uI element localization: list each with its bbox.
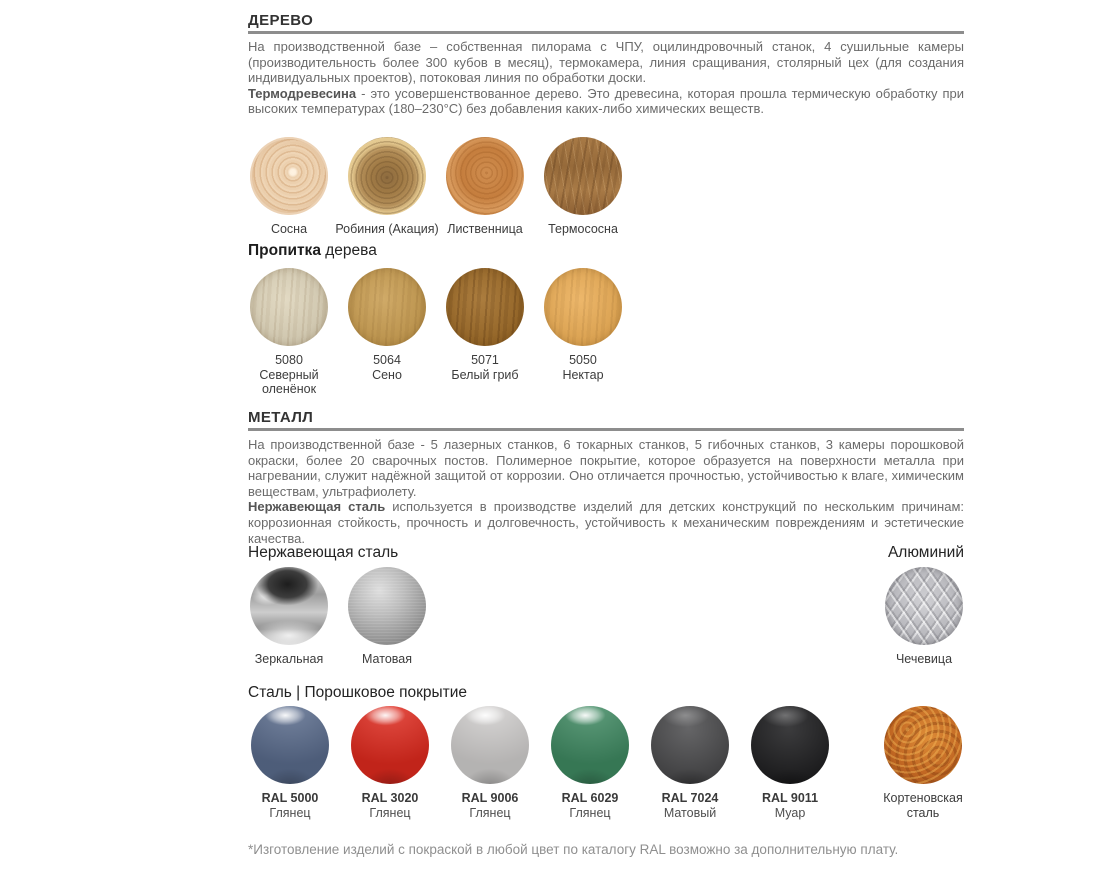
swatch-ral-7024 — [640, 706, 740, 820]
swatch-ral-5000 — [240, 706, 340, 820]
stainless-paragraph — [248, 499, 964, 546]
matte-steel-label: Матовая — [362, 652, 412, 666]
swatch-thermopine — [534, 137, 632, 237]
thermopine-swatch-label: Термососна — [548, 222, 618, 236]
swatch-5050 — [534, 268, 632, 397]
ral-3020-swatch-image — [351, 706, 429, 784]
swatch-5080 — [240, 268, 338, 397]
larch-swatch-image — [446, 137, 524, 215]
stain-5071-swatch-image — [446, 268, 524, 346]
powder-coating-title: Сталь | Порошковое покрытие — [248, 684, 468, 701]
ral-9006-swatch-image — [451, 706, 529, 784]
ral-9011-label: RAL 9011 Муар — [761, 791, 819, 820]
robinia-swatch-label: Робиния (Акация) — [335, 222, 439, 236]
wood-section-divider — [248, 31, 964, 34]
impregnation-title-bold: Пропитка — [248, 242, 321, 259]
stainless-finishes-row — [240, 567, 436, 667]
stain-5064-label: 5064 Сено — [372, 353, 402, 382]
matte-steel-swatch-image — [348, 567, 426, 645]
metal-subsection-titles — [248, 544, 964, 562]
impregnation-title — [248, 242, 377, 260]
swatch-matte-steel — [338, 567, 436, 667]
stainless-steel-title: Нержавеющая сталь — [248, 544, 399, 561]
mirror-steel-label: Зеркальная — [254, 652, 324, 666]
pine-swatch-label: Сосна — [270, 222, 308, 236]
metal-section-title: МЕТАЛЛ — [248, 409, 314, 426]
swatch-pine — [240, 137, 338, 237]
swatch-ral-3020 — [340, 706, 440, 820]
ral-6029-label: RAL 6029 Глянец — [561, 791, 619, 820]
swatch-ral-6029 — [540, 706, 640, 820]
thermowood-term: Термодревесина — [248, 85, 357, 101]
aluminum-lentil-label: Чечевица — [895, 652, 953, 666]
swatch-robinia — [335, 137, 439, 237]
stain-5080-swatch-image — [250, 268, 328, 346]
swatch-larch — [436, 137, 534, 237]
thermowood-paragraph — [248, 86, 964, 117]
thermopine-swatch-image — [544, 137, 622, 215]
impregnation-row — [240, 268, 632, 397]
ral-6029-swatch-image — [551, 706, 629, 784]
ral-3020-label: RAL 3020 Глянец — [361, 791, 419, 820]
ral-9006-label: RAL 9006 Глянец — [461, 791, 519, 820]
metal-section-divider — [248, 428, 964, 431]
swatch-5071 — [436, 268, 534, 397]
stain-5080-label: 5080 Северный оленёнок — [259, 353, 319, 396]
robinia-swatch-image — [348, 137, 426, 215]
larch-swatch-label: Лиственница — [447, 222, 523, 236]
stain-5050-swatch-image — [544, 268, 622, 346]
ral-7024-swatch-image — [651, 706, 729, 784]
ral-5000-swatch-image — [251, 706, 329, 784]
powder-colors-row — [240, 706, 840, 820]
wood-species-row — [240, 137, 632, 237]
ral-9011-swatch-image — [751, 706, 829, 784]
mirror-steel-swatch-image — [250, 567, 328, 645]
aluminum-title: Алюминий — [887, 544, 964, 561]
ral-7024-label: RAL 7024 Матовый — [661, 791, 719, 820]
wood-section-title: ДЕРЕВО — [248, 12, 314, 29]
stainless-term: Нержавеющая сталь — [248, 499, 386, 515]
swatch-ral-9006 — [440, 706, 540, 820]
aluminum-lentil-swatch-image — [885, 567, 963, 645]
swatch-aluminum-lentil — [874, 567, 974, 667]
swatch-ral-9011 — [740, 706, 840, 820]
impregnation-title-rest: дерева — [320, 242, 377, 259]
swatch-5064 — [338, 268, 436, 397]
stainless-text: используется в производстве изделий для детских конструкций по нескольким причинам: коррозионная стойкость, прочность и долговечность, устойчивость к механическим повреждениям и эстетические качества. — [248, 499, 965, 546]
ral-footnote: *Изготовление изделий с покраской в любой цвет по каталогу RAL возможно за дополнительную плату. — [248, 842, 899, 857]
corten-steel-label: Кортеновская сталь — [883, 791, 963, 820]
thermowood-text: - это усовершенствованное дерево. Это древесина, которая прошла термическую обработку при высоких температурах (180–230°С) без добавления каких-либо химических веществ. — [248, 85, 964, 117]
metal-description — [248, 437, 964, 546]
swatch-mirror-steel — [240, 567, 338, 667]
metal-intro-paragraph: На производственной базе - 5 лазерных станков, 6 токарных станков, 5 гибочных станков, 3 камеры порошковой окраски, более 20 сварочных постов. Полимерное покрытие, которое образуется на поверхности металла при нагревании, служит надёжной защитой от коррозии. Оно отличается прочностью, устойчивостью к влаге, химическим веществам, ультрафиолету. — [248, 437, 964, 499]
pine-swatch-image — [250, 137, 328, 215]
swatch-corten-steel — [873, 706, 973, 820]
corten-steel-swatch-image — [884, 706, 962, 784]
stain-5071-label: 5071 Белый гриб — [451, 353, 519, 382]
wood-description — [248, 39, 964, 117]
ral-5000-label: RAL 5000 Глянец — [261, 791, 319, 820]
stain-5050-label: 5050 Нектар — [562, 353, 604, 382]
wood-intro-paragraph: На производственной базе – собственная пилорама с ЧПУ, оцилиндровочный станок, 4 сушильные камеры (производительность более 300 кубов в месяц), термокамера, линия сращивания, столярный цех (для создания индивидуальных проектов), потоковая линия по обработки доски. — [248, 39, 964, 86]
stain-5064-swatch-image — [348, 268, 426, 346]
